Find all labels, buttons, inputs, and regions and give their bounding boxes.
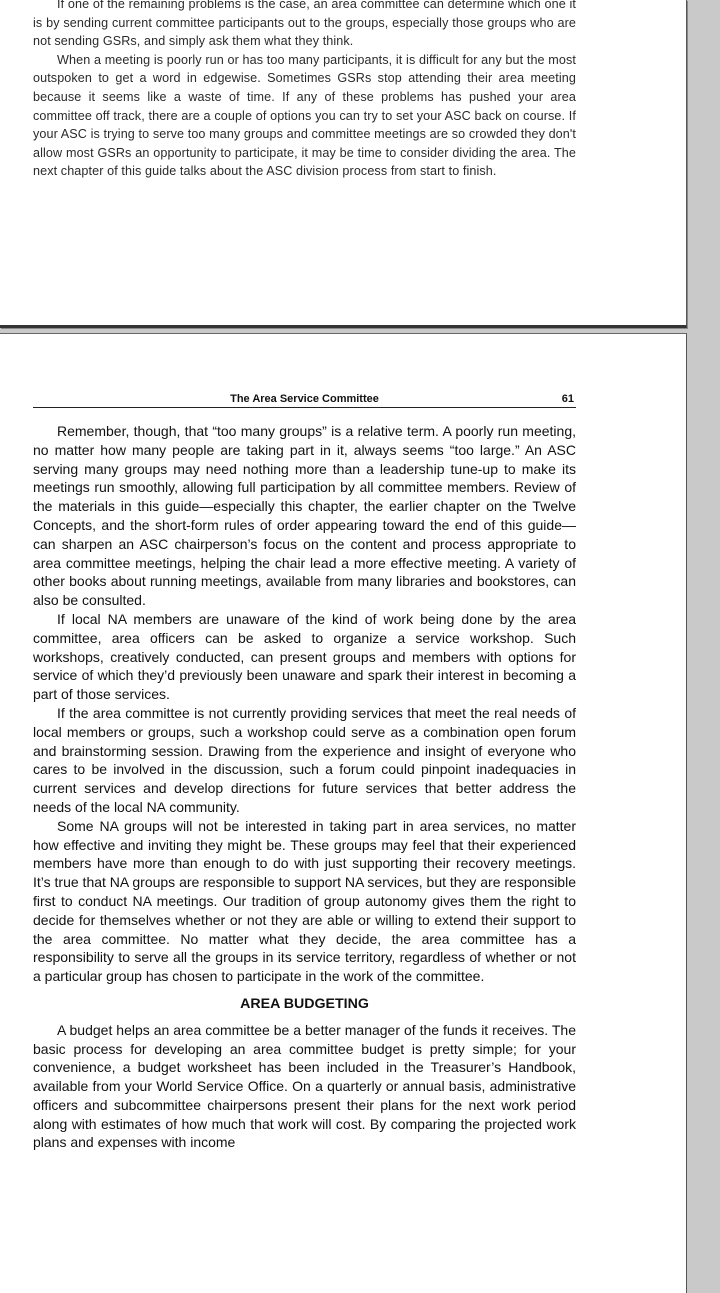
paragraph: A budget helps an area committee be a better manager of the funds it receives. The basic process for developing an area committee budget is pretty simple; for your convenience, a budget worksheet has been included in the Treasurer’s Handbook, available from your World Service Office. On a quarterly or annual basis, administrative officers and subcommittee chairpersons present their plans for the next work period along with estimates of how much that work will cost. By comparing the projected work plans and expenses with income	[33, 1021, 576, 1151]
current-page	[0, 333, 687, 1293]
paragraph: If one of the remaining problems is the case, an area committee can determine which one it is by sending current committee participants out to the groups, especially those groups who are not sending GSRs, and simply ask them what they think.	[33, 0, 576, 49]
paragraph: If local NA members are unaware of the kind of work being done by the area committee, area officers can be asked to organize a service workshop. Such workshops, creatively conducted, can present groups and members with options for service of which they’d previously been unaware and spark their interest in becoming a part of those services.	[33, 610, 576, 703]
paragraph: Some NA groups will not be interested in taking part in area services, no matter how effective and inviting they might be. These groups may feel that their experienced members have more than enough to do with just supporting their recovery meetings. It’s true that NA groups are responsible to support NA services, but they are responsible first to conduct NA meetings. Our tradition of group autonomy gives them the right to decide for themselves whether or not they are able or willing to extend their support to the area committee. No matter what they decide, the area committee has a responsibility to serve all the groups in its service territory, regardless of whether or not a particular group has chosen to participate in the work of the committee.	[33, 817, 576, 985]
paragraph: When a meeting is poorly run or has too many participants, it is difficult for any but the most outspoken to get a word in edgewise. Sometimes GSRs stop attending their area meeting because it seems like a waste of time. If any of these problems has pushed your area committee off track, there are a couple of options you can try to set your ASC back on course. If your ASC is trying to serve too many groups and committee meetings are so crowded they don't allow most GSRs an opportunity to participate, it may be time to consider dividing the area. The next chapter of this guide talks about the ASC division process from start to finish.	[33, 52, 576, 179]
viewer-background	[688, 0, 720, 1280]
previous-page-text	[33, 0, 576, 181]
previous-page	[0, 0, 687, 328]
running-head-title: The Area Service Committee	[230, 393, 379, 405]
paragraph: Remember, though, that “too many groups” is a relative term. A poorly run meeting, no matter how many people are taking part in it, always seems “too large.” An ASC serving many groups may need nothing more than a leadership tune-up to make its meetings run smoothly, allowing full participation by all committee members. Review of the materials in this guide—especially this chapter, the earlier chapter on the Twelve Concepts, and the short-form rules of order appearing toward the end of this guide—can sharpen an ASC chairperson’s focus on the content and process appropriate to area committee meetings, helping the chair lead a more effective meeting. A variety of other books about running meetings, available from many libraries and bookstores, can also be consulted.	[33, 423, 576, 609]
paragraph: If the area committee is not currently providing services that meet the real needs of local members or groups, such a workshop could serve as a combination open forum and brainstorming session. Drawing from the experience and insight of everyone who cares to be involved in the discussion, such a forum could pinpoint inadequacies in current services and develop directions for future services that better address the needs of the local NA community.	[33, 704, 576, 815]
page-number: 61	[561, 393, 574, 405]
section-heading: AREA BUDGETING	[240, 995, 369, 1012]
running-head	[33, 391, 576, 408]
current-page-text	[33, 422, 576, 1152]
